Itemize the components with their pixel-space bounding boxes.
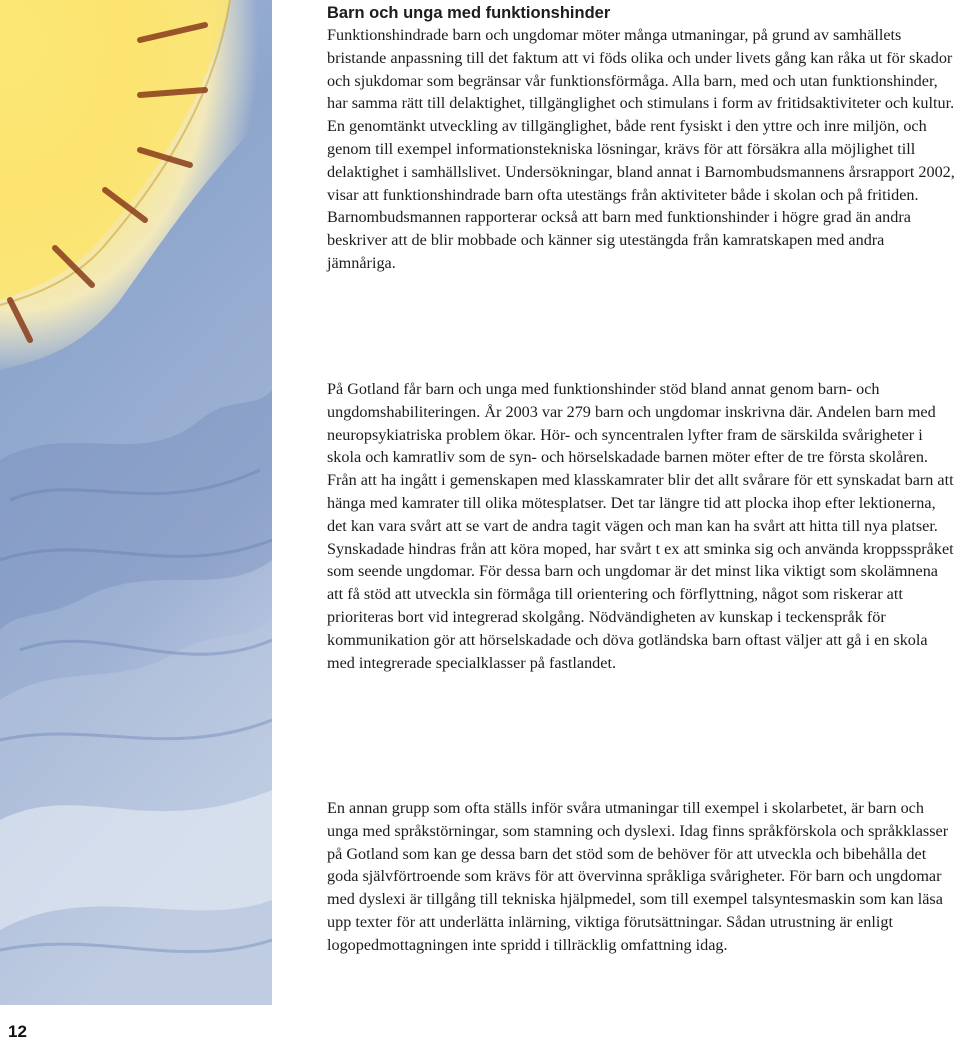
paragraph-2: På Gotland får barn och unga med funktionshinder stöd bland annat genom barn- och ungdomshabiliteringen. År 2003 var 279 barn och ungdomar inskrivna där. Andelen barn med neuropsykiatriska problem ökar. Hör- och syncentralen lyfter fram de särskilda svårigheter i skola och kamratliv som de syn- och hörselskadade barnen möter efter de tre första skolåren. Från att ha ingått i gemenskapen med klasskamrater blir det allt svårare för ett synskadat barn att hänga med kamrater till olika mötesplatser. Det tar längre tid att plocka ihop efter lektionerna, det kan vara svårt att se vart de andra tagit vägen och man kan ha svårt att hitta till nya platser. Synskadade hindras från att köra moped, har svårt t ex att sminka sig och använda kroppsspråket som seende ungdomar. För dessa barn och ungdomar är det minst lika viktigt som skolämnena att få stöd att utveckla sin förmåga till orientering och förflyttning, något som riskerar att prioriteras bort vid integrerad skolgång. Nödvändigheten av kunskap i teckenspråk för kommunikation gör att hörselskadade och döva gotländska barn oftast väljer att gå i en skola med integrerade specialklasser på fastlandet. [327, 380, 954, 672]
section-heading: Barn och unga med funktionshinder [327, 4, 611, 22]
paragraph-3: En annan grupp som ofta ställs inför svåra utmaningar till exempel i skolarbetet, är barn och unga med språkstörningar, som stamning och dyslexi. Idag finns språkförskola och språkklasser på Gotland som kan ge dessa barn det stöd som de behöver för att utveckla och bibehålla det goda självförtroende som krävs för att övervinna språkliga svårigheter. För barn och ungdomar med dyslexi är tillgång till tekniska hjälpmedel, som till exempel talsyntesmaskin som kan läsa upp texter för att underlätta inlärning, viktiga förutsättningar. Sådan utrustning är enligt logopedmottagningen inte spridd i tillräcklig omfattning idag. [327, 799, 949, 954]
watercolor-illustration [0, 0, 272, 1005]
paragraph-1: Funktionshindrade barn och ungdomar möter många utmaningar, på grund av samhällets bristande anpassning till det faktum att vi föds olika och under livets gång kan råka ut för skador och sjukdomar som begränsar vår funktionsförmåga. Alla barn, med och utan funktionshinder, har samma rätt till delaktighet, tillgänglighet och stimulans i form av fritidsaktiviteter och kultur. En genomtänkt utveckling av tillgänglighet, både rent fysiskt i den yttre och inre miljön, och genom till exempel informationstekniska lösningar, krävs för att försäkra alla möjlighet till delaktighet i samhällslivet. Undersökningar, bland annat i Barnombudsmannens årsrapport 2002, visar att funktionshindrade barn ofta utestängs från aktiviteter både i skolan och på fritiden. Barnombudsmannen rapporterar också att barn med funktionshinder i högre grad än andra beskriver att de blir mobbade och känner sig utestängda från kamratskapen med andra jämnåriga. [327, 26, 955, 272]
page-number: 12 [8, 1022, 27, 1041]
section-intro [327, 2, 955, 275]
